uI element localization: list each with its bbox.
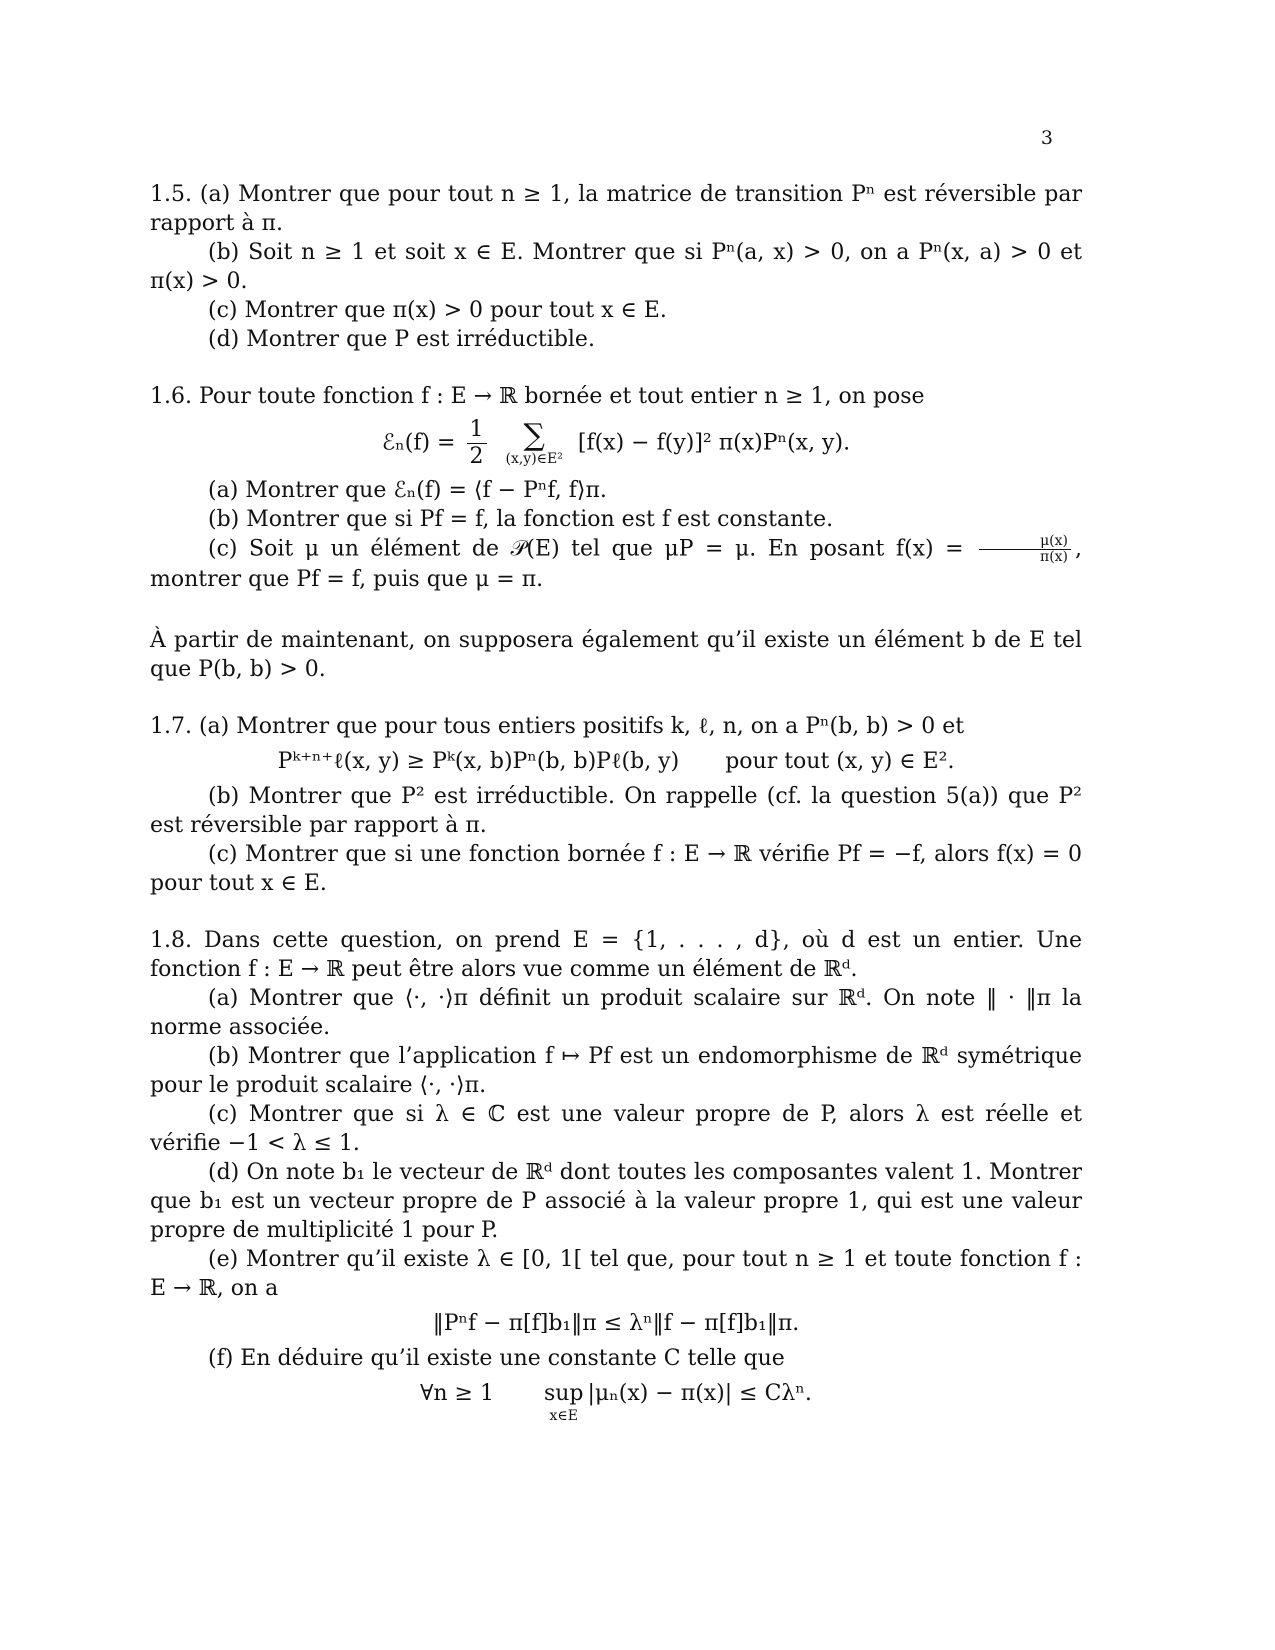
question-1-6-c-start: (c) Soit μ un élément de 𝒫(E) tel que μP = μ. En posant f(x) =	[208, 536, 964, 562]
contraction-inequality: ‖Pⁿf − π[f]b₁‖π ≤ λⁿ‖f − π[f]b₁‖π.	[432, 1311, 800, 1336]
mu-over-pi-fraction	[979, 534, 1071, 565]
question-1-8-b: (b) Montrer que l’application f ↦ Pf est un endomorphisme de ℝᵈ symétrique pour le produit scalaire ⟨·, ·⟩π.	[150, 1044, 1082, 1098]
question-1-6-b: (b) Montrer que si Pf = f, la fonction est f est constante.	[208, 507, 834, 532]
supremum-label: sup	[543, 1381, 584, 1406]
sigma-icon: ∑	[523, 417, 545, 453]
summation-operator	[505, 417, 563, 467]
summation-index: (x,y)∈E²	[505, 450, 563, 467]
bound-quantifier: ∀n ≥ 1	[420, 1381, 494, 1406]
assumption-note: À partir de maintenant, on supposera également qu’il existe un élément b de E tel que P(b, b) > 0.	[150, 628, 1082, 682]
question-1-6-intro: 1.6. Pour toute fonction f : E → ℝ bornée et tout entier n ≥ 1, on pose	[150, 384, 925, 409]
fraction-numerator: 1	[467, 417, 487, 444]
convergence-bound-equation	[150, 1379, 1082, 1424]
fraction-numerator: μ(x)	[979, 534, 1071, 550]
question-1-6-c-end: , montrer que Pf = f, puis que μ = π.	[150, 536, 1082, 592]
question-1-8-f: (f) En déduire qu’il existe une constante C telle que	[208, 1346, 785, 1371]
question-1-8-intro: 1.8. Dans cette question, on prend E = {1, . . . , d}, où d est un entier. Une fonction f : E → ℝ peut être alors vue comme un élément de ℝᵈ.	[150, 928, 1082, 982]
question-1-7-c: (c) Montrer que si une fonction bornée f : E → ℝ vérifie Pf = −f, alors f(x) = 0 pour tout x ∈ E.	[150, 842, 1082, 896]
question-1-5-c: (c) Montrer que π(x) > 0 pour tout x ∈ E.	[208, 298, 667, 323]
question-1-8-a: (a) Montrer que ⟨·, ·⟩π définit un produit scalaire sur ℝᵈ. On note ‖ · ‖π la norme associée.	[150, 986, 1082, 1040]
question-1-6-a: (a) Montrer que ℰₙ(f) = ⟨f − Pⁿf, f⟩π.	[208, 478, 607, 503]
question-1-5-b: (b) Soit n ≥ 1 et soit x ∈ E. Montrer que si Pⁿ(a, x) > 0, on a Pⁿ(x, a) > 0 et π(x) > 0.	[150, 240, 1082, 294]
dirichlet-form-equation	[150, 417, 1082, 470]
fraction-denominator: 2	[469, 444, 484, 469]
page-number: 3	[1040, 127, 1053, 149]
equation-rhs: [f(x) − f(y)]² π(x)Pⁿ(x, y).	[577, 430, 851, 456]
page-content	[150, 180, 1082, 1430]
inequality-condition: pour tout (x, y) ∈ E².	[725, 749, 955, 774]
question-1-8-c: (c) Montrer que si λ ∈ ℂ est une valeur propre de P, alors λ est réelle et vérifie −1 < λ ≤ 1.	[150, 1102, 1082, 1156]
question-1-7-b: (b) Montrer que P² est irréductible. On rappelle (cf. la question 5(a)) que P² est réversible par rapport à π.	[150, 784, 1082, 838]
half-fraction	[467, 417, 487, 470]
question-1-5-a: 1.5. (a) Montrer que pour tout n ≥ 1, la matrice de transition Pⁿ est réversible par rapport à π.	[150, 182, 1082, 236]
inequality-main: Pᵏ⁺ⁿ⁺ℓ(x, y) ≥ Pᵏ(x, b)Pⁿ(b, b)Pℓ(b, y)	[277, 749, 680, 774]
supremum-index: x∈E	[549, 1408, 578, 1424]
equation-lhs: ℰₙ(f) =	[381, 430, 456, 456]
supremum-operator	[544, 1379, 584, 1424]
fraction-denominator: π(x)	[1040, 549, 1069, 565]
question-1-8-d: (d) On note b₁ le vecteur de ℝᵈ dont toutes les composantes valent 1. Montrer que b₁ est un vecteur propre de P associé à la valeur propre 1, qui est une valeur propre de multiplicité 1 pour P.	[150, 1160, 1082, 1243]
question-1-7-a: 1.7. (a) Montrer que pour tous entiers positifs k, ℓ, n, on a Pⁿ(b, b) > 0 et	[150, 714, 965, 739]
bound-rhs: |μₙ(x) − π(x)| ≤ Cλⁿ.	[587, 1381, 812, 1406]
question-1-6-c	[150, 534, 1082, 594]
question-1-8-e: (e) Montrer qu’il existe λ ∈ [0, 1[ tel que, pour tout n ≥ 1 et toute fonction f : E → ℝ, on a	[150, 1247, 1082, 1301]
chapman-kolmogorov-inequality	[150, 747, 1082, 776]
question-1-5-d: (d) Montrer que P est irréductible.	[208, 327, 595, 352]
